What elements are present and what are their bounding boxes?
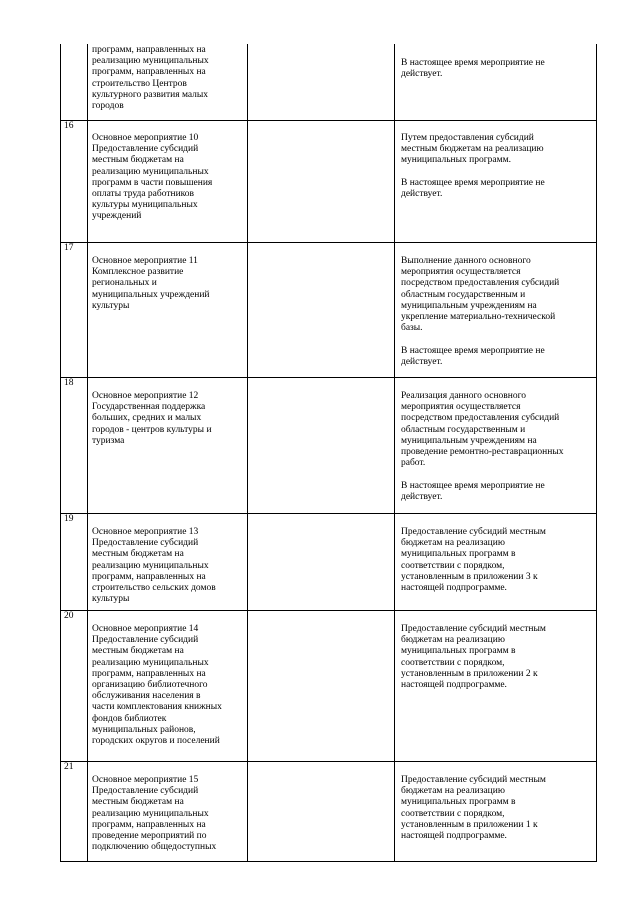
row-number: 17 — [64, 243, 74, 253]
table-row — [61, 377, 596, 513]
event-title: программ, направленных на реализацию муниципальных программ, направленных на строительство Центров культурного развития малых городов — [92, 45, 209, 112]
event-description: Реализация данного основного мероприятия осуществляется посредством предоставления субсидий областным государственным и муниципальным учреждениям на проведение ремонтно-реставрационных работ. В настоящее время мероприятие не действует. — [401, 391, 564, 502]
row-number: 20 — [64, 611, 74, 621]
event-title: Основное мероприятие 11 Комплексное развитие региональных и муниципальных учреждений культуры — [92, 256, 210, 311]
event-title: Основное мероприятие 14 Предоставление субсидий местным бюджетам на реализацию муниципальных программ, направленных на организацию библиотечного обслуживания населения в части комплектования книжных фондов библиотек муниципальных районов, городских округов и поселений — [92, 624, 222, 747]
row-number: 18 — [64, 378, 74, 388]
row-number: 19 — [64, 514, 74, 524]
event-title: Основное мероприятие 10 Предоставление субсидий местным бюджетам на реализацию муниципальных программ в части повышения оплаты труда работников культуры муниципальных учреждений — [92, 133, 213, 222]
row-number: 16 — [64, 121, 74, 131]
event-description: В настоящее время мероприятие не действует. — [401, 58, 545, 80]
table-row — [61, 120, 596, 242]
table-row — [61, 761, 596, 861]
event-title: Основное мероприятие 13 Предоставление субсидий местным бюджетам на реализацию муниципальных программ, направленных на строительство сельских домов культуры — [92, 527, 216, 605]
event-description: Путем предоставления субсидий местным бюджетам на реализацию муниципальных программ. В настоящее время мероприятие не действует. — [401, 133, 545, 200]
table-row — [61, 610, 596, 761]
row-number: 21 — [64, 762, 74, 772]
event-description: Выполнение данного основного мероприятия осуществляется посредством предоставления субсидий областным государственным и муниципальным учреждениям на укрепление материально-технической базы. В настоящее время мероприятие не действует. — [401, 256, 560, 367]
table-row — [61, 44, 596, 120]
event-title: Основное мероприятие 12 Государственная поддержка больших, средних и малых городов - центров культуры и туризма — [92, 391, 212, 446]
program-events-table — [60, 44, 597, 862]
table-row — [61, 242, 596, 377]
event-title: Основное мероприятие 15 Предоставление субсидий местным бюджетам на реализацию муниципальных программ, направленных на проведение мероприятий по подключению общедоступных — [92, 775, 217, 853]
event-description: Предоставление субсидий местным бюджетам на реализацию муниципальных программ в соответствии с порядком, установленным в приложении 3 к настоящей подпрограмме. — [401, 527, 546, 594]
event-description: Предоставление субсидий местным бюджетам на реализацию муниципальных программ в соответствии с порядком, установленным в приложении 2 к настоящей подпрограмме. — [401, 624, 546, 691]
table-row — [61, 513, 596, 610]
event-description: Предоставление субсидий местным бюджетам на реализацию муниципальных программ в соответствии с порядком, установленным в приложении 1 к настоящей подпрограмме. — [401, 775, 546, 842]
